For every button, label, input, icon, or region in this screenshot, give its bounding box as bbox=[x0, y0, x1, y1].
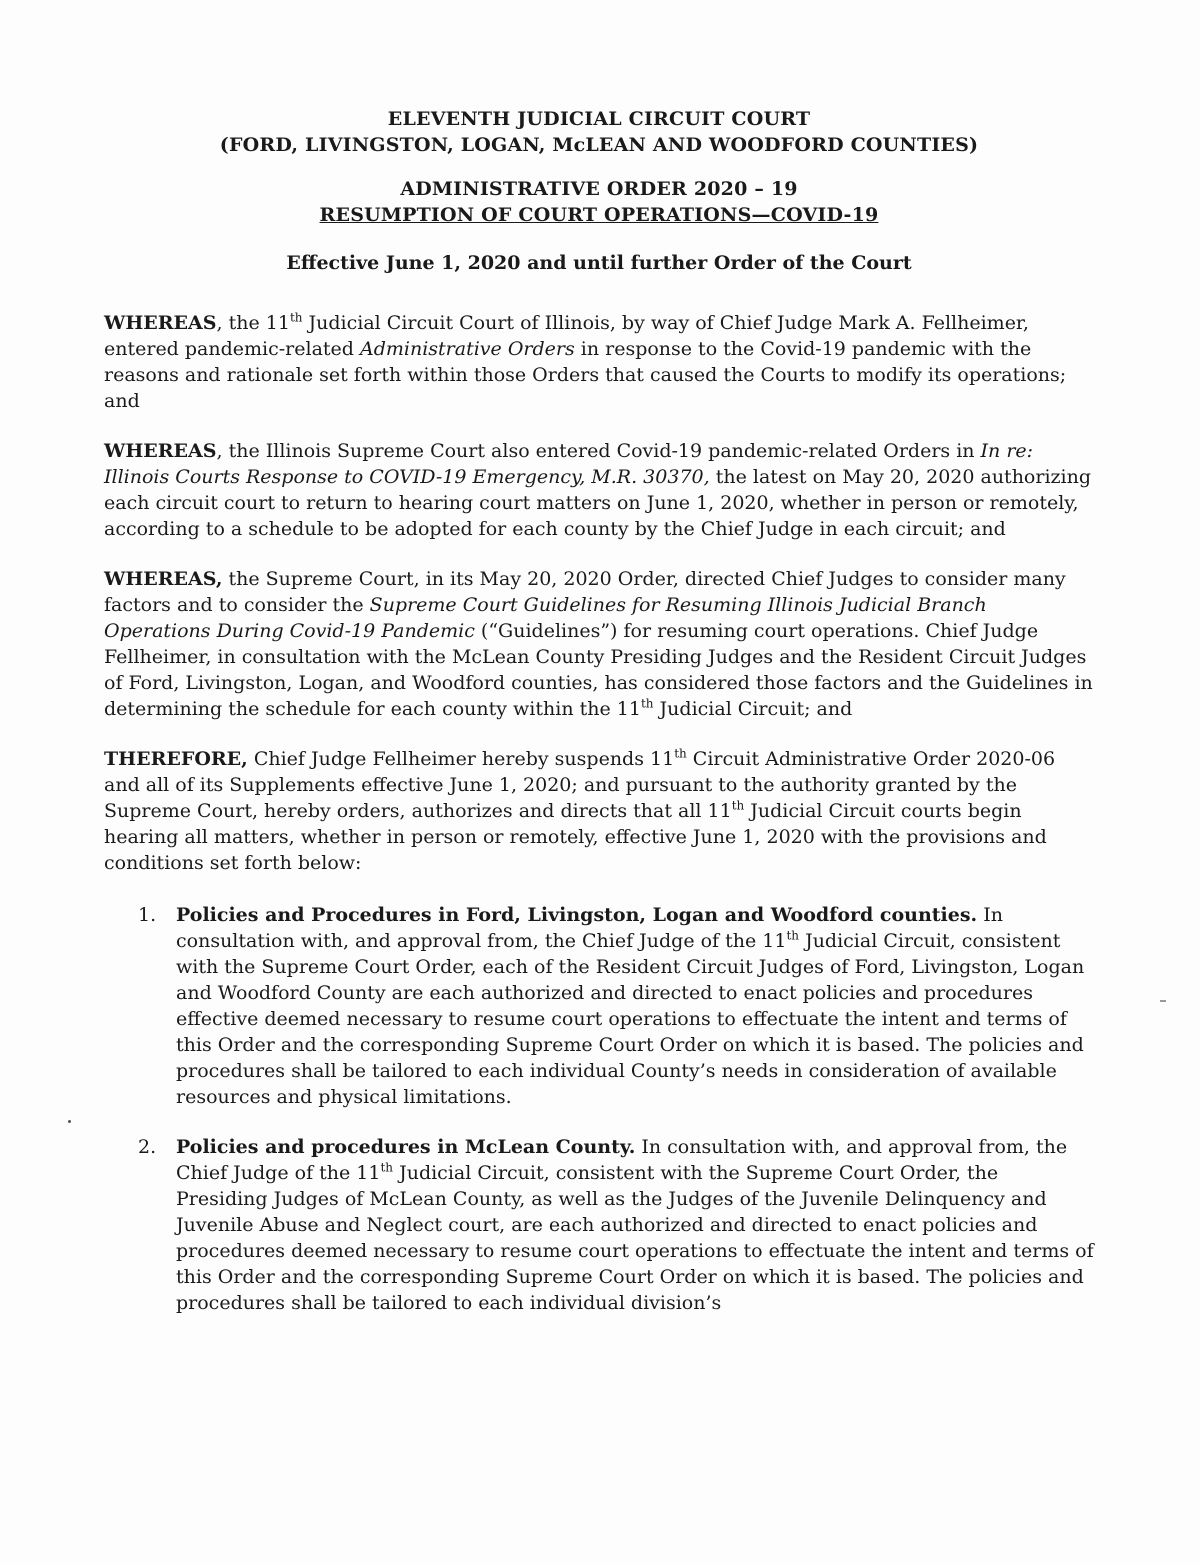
court-counties: (FORD, LIVINGSTON, LOGAN, McLEAN AND WOODFORD COUNTIES) bbox=[219, 134, 979, 156]
whereas-keyword: WHEREAS, bbox=[104, 568, 223, 590]
whereas-paragraph-2: WHEREAS, the Illinois Supreme Court also entered Covid-19 pandemic-related Orders in In re: Illinois Courts Response to COVID-19 Emergency, M.R. 30370, the latest on May 20, 2020 authorizing each circuit court to return to hearing court matters on June 1, 2020, whether in person or remotely, according to a schedule to be adopted for each county by the Chief Judge in each circuit; and bbox=[104, 440, 1092, 540]
court-name: ELEVENTH JUDICIAL CIRCUIT COURT bbox=[387, 108, 811, 130]
court-header bbox=[104, 106, 1094, 158]
order-heading bbox=[104, 176, 1094, 228]
item-number: 2. bbox=[138, 1136, 157, 1158]
provision-item: 1. Policies and Procedures in Ford, Livingston, Logan and Woodford counties. In consultation with, and approval from, the Chief Judge of the 11th Judicial Circuit, consistent with the Supreme Court Order, each of the Resident Circuit Judges of Ford, Livingston, Logan and Woodford County are each authorized and directed to enact policies and procedures effective deemed necessary to resume court operations to effectuate the intent and terms of this Order and the corresponding Supreme Court Order on which it is based. The policies and procedures shall be tailored to each individual County’s needs in consideration of available resources and physical limitations. bbox=[138, 904, 1085, 1108]
therefore-keyword: THEREFORE, bbox=[104, 748, 248, 770]
therefore-paragraph: THEREFORE, Chief Judge Fellheimer hereby suspends 11th Circuit Administrative Order 2020-06 and all of its Supplements effective June 1, 2020; and pursuant to the authority granted by the Supreme Court, hereby orders, authorizes and directs that all 11th Judicial Circuit courts begin hearing all matters, whether in person or remotely, effective June 1, 2020 with the provisions and conditions set forth below: bbox=[104, 746, 1056, 874]
scan-speck bbox=[68, 1120, 71, 1123]
whereas-keyword: WHEREAS bbox=[104, 312, 217, 334]
item-heading: Policies and procedures in McLean County. bbox=[176, 1136, 636, 1158]
item-heading: Policies and Procedures in Ford, Livingston, Logan and Woodford counties. bbox=[176, 904, 978, 926]
provision-item: 2. Policies and procedures in McLean County. In consultation with, and approval from, the Chief Judge of the 11th Judicial Circuit, consistent with the Supreme Court Order, the Presiding Judges of McLean County, as well as the Judges of the Juvenile Delinquency and Juvenile Abuse and Neglect court, are each authorized and directed to enact policies and procedures deemed necessary to resume court operations to effectuate the intent and terms of this Order and the corresponding Supreme Court Order on which it is based. The policies and procedures shall be tailored to each individual division’s bbox=[138, 1136, 1094, 1314]
effective-date-line: Effective June 1, 2020 and until further Order of the Court bbox=[286, 252, 912, 274]
item-number: 1. bbox=[138, 904, 157, 926]
whereas-keyword: WHEREAS bbox=[104, 440, 217, 462]
order-subtitle: RESUMPTION OF COURT OPERATIONS—COVID-19 bbox=[319, 204, 879, 226]
whereas-paragraph-1: WHEREAS, the 11th Judicial Circuit Court of Illinois, by way of Chief Judge Mark A. Fellheimer, entered pandemic-related Administrative Orders in response to the Covid-19 pandemic with the reasons and rationale set forth within those Orders that caused the Courts to modify its operations; and bbox=[104, 310, 1067, 412]
document-body bbox=[104, 106, 1094, 1340]
provisions-list bbox=[104, 902, 1094, 1316]
whereas-paragraph-3: WHEREAS, the Supreme Court, in its May 20, 2020 Order, directed Chief Judges to consider many factors and to consider the Supreme Court Guidelines for Resuming Illinois Judicial Branch Operations During Covid-19 Pandemic (“Guidelines”) for resuming court operations. Chief Judge Fellheimer, in consultation with the McLean County Presiding Judges and the Resident Circuit Judges of Ford, Livingston, Logan, and Woodford counties, has considered those factors and the Guidelines in determining the schedule for each county within the 11th Judicial Circuit; and bbox=[104, 568, 1093, 720]
scan-mark bbox=[1160, 1000, 1166, 1002]
order-title: ADMINISTRATIVE ORDER 2020 – 19 bbox=[400, 178, 798, 200]
